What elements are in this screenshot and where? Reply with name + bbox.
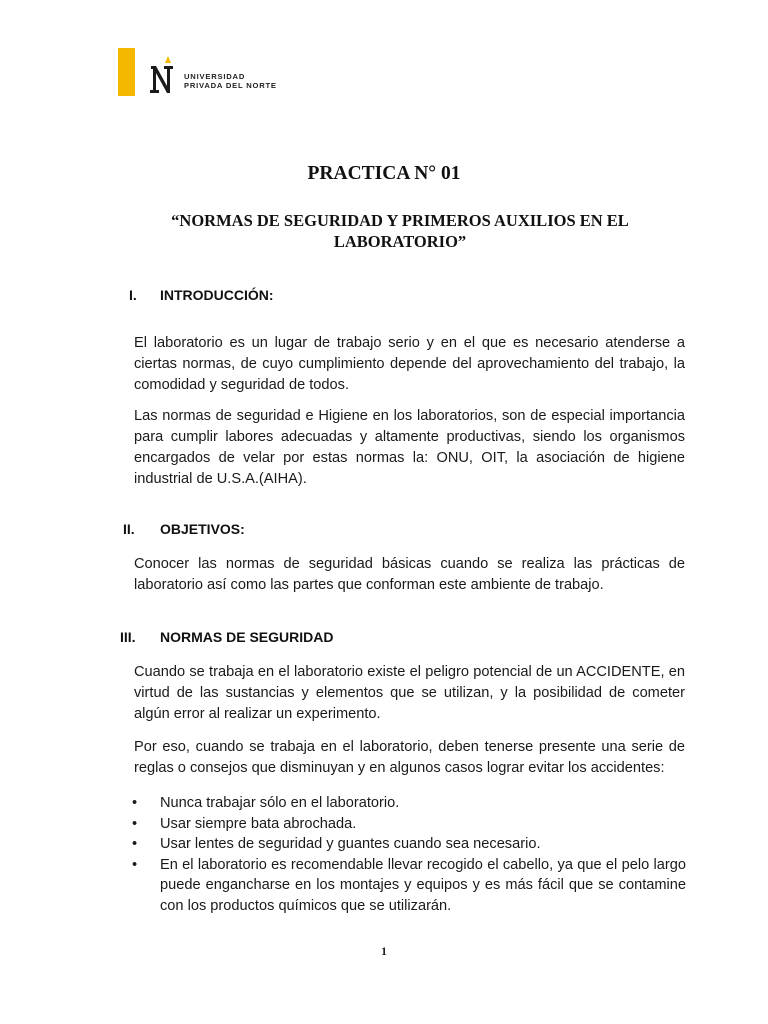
bullet-icon: • bbox=[132, 815, 138, 832]
list-item-text: Nunca trabajar sólo en el laboratorio. bbox=[160, 795, 400, 811]
document-subtitle bbox=[134, 210, 666, 252]
paragraph: Cuando se trabaja en el laboratorio existe el peligro potencial de un ACCIDENTE, en virtud de las sustancias y elementos que se utilizan, y la posibilidad de cometer algún error al realizar un experimento. bbox=[134, 664, 685, 722]
safety-rules-list bbox=[130, 793, 686, 916]
list-item bbox=[130, 855, 686, 917]
bullet-icon: • bbox=[132, 856, 138, 873]
list-item-text: Usar siempre bata abrochada. bbox=[160, 815, 357, 832]
paragraph: Por eso, cuando se trabaja en el laboratorio, deben tenerse presente una serie de reglas o consejos que disminuyan y en algunos casos lograr evitar los accidentes: bbox=[134, 739, 685, 776]
logo-yellow-bar bbox=[118, 48, 135, 96]
paragraph: El laboratorio es un lugar de trabajo serio y en el que es necesario atenderse a ciertas normas, de cuyo cumplimiento depende del aprovechamiento del trabajo, la comodidad y seguridad de todos. bbox=[134, 335, 685, 393]
section-number: III. bbox=[120, 629, 136, 645]
logo-n-icon bbox=[148, 56, 176, 94]
university-logo bbox=[118, 48, 298, 96]
section-number: II. bbox=[123, 521, 135, 537]
list-item-text: Usar lentes de seguridad y guantes cuando sea necesario. bbox=[160, 836, 541, 852]
list-item-text: En el laboratorio es recomendable llevar recogido el cabello, ya que el pelo largo puede engancharse en los montajes y equipos y es más fácil que se contamine con los productos químicos que se utilizarán. bbox=[160, 856, 686, 914]
logo-text bbox=[184, 72, 277, 90]
paragraph: Conocer las normas de seguridad básicas cuando se realiza las prácticas de laboratorio así como las partes que conforman este ambiente de trabajo. bbox=[134, 556, 685, 593]
section-title: NORMAS DE SEGURIDAD bbox=[160, 629, 334, 645]
list-item bbox=[130, 814, 686, 835]
section-title: OBJETIVOS: bbox=[160, 521, 245, 537]
page-number: 1 bbox=[381, 944, 387, 958]
section-title: INTRODUCCIÓN: bbox=[160, 287, 274, 303]
subtitle-line-1: “NORMAS DE SEGURIDAD Y PRIMEROS AUXILIOS EN EL bbox=[171, 211, 629, 230]
logo-text-line2: PRIVADA DEL NORTE bbox=[184, 81, 277, 90]
document-title: PRACTICA N° 01 bbox=[307, 163, 461, 184]
section-number: I. bbox=[129, 287, 137, 303]
list-item bbox=[130, 793, 686, 814]
subtitle-line-2: LABORATORIO” bbox=[333, 232, 467, 251]
logo-text-line1: UNIVERSIDAD bbox=[184, 72, 246, 81]
bullet-icon: • bbox=[132, 836, 138, 852]
bullet-icon: • bbox=[132, 795, 138, 811]
list-item bbox=[130, 834, 686, 855]
paragraph: Las normas de seguridad e Higiene en los laboratorios, son de especial importancia para cumplir labores adecuadas y altamente productivas, siendo los organismos encargados de velar por estas normas la: ONU, OIT, la asociación de higiene industrial de U.S.A.(AIHA). bbox=[134, 408, 685, 487]
